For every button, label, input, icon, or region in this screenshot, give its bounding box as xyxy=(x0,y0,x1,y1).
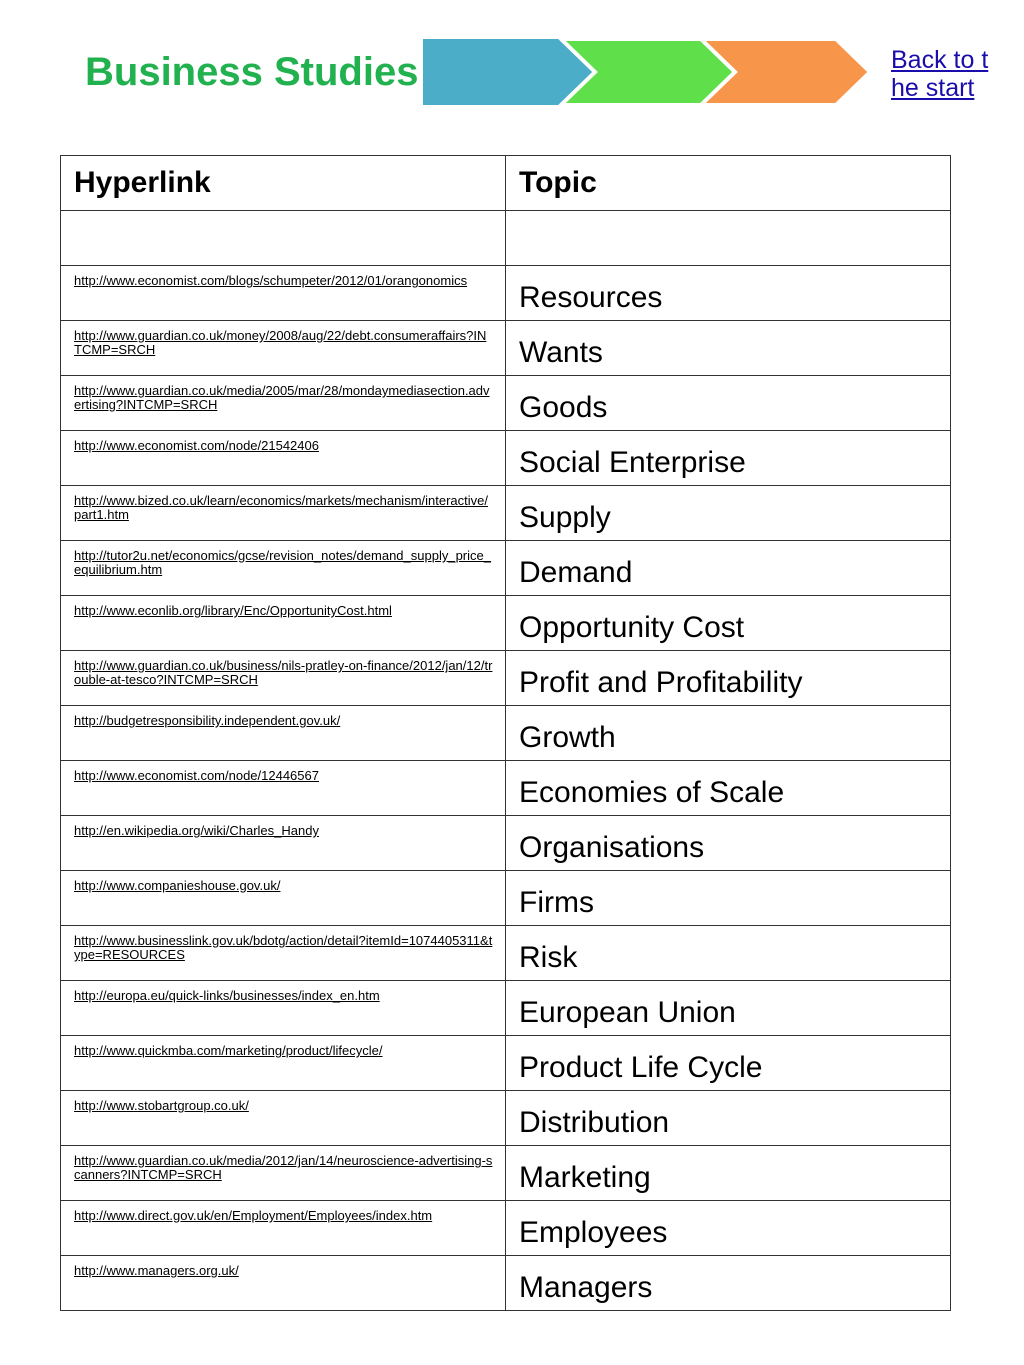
hyperlink[interactable]: http://www.quickmba.com/marketing/product/lifecycle/ xyxy=(74,1043,383,1058)
table-row xyxy=(61,266,951,321)
hyperlink-cell xyxy=(61,211,506,266)
hyperlink[interactable]: http://www.econlib.org/library/Enc/OpportunityCost.html xyxy=(74,603,392,618)
hyperlink[interactable]: http://www.direct.gov.uk/en/Employment/Employees/index.htm xyxy=(74,1208,433,1223)
table-row xyxy=(61,596,951,651)
hyperlink-cell xyxy=(61,1201,506,1256)
hyperlink-table xyxy=(60,155,951,1311)
hyperlink-cell xyxy=(61,1256,506,1311)
hyperlink-cell xyxy=(61,981,506,1036)
topic-label: Profit and Profitability xyxy=(519,666,803,699)
hyperlink[interactable]: http://www.stobartgroup.co.uk/ xyxy=(74,1098,249,1113)
topic-cell xyxy=(506,266,951,321)
hyperlink[interactable]: http://www.guardian.co.uk/media/2012/jan/14/neuroscience-advertising-scanners?INTCMP=SRCH xyxy=(74,1153,493,1182)
hyperlink-cell xyxy=(61,871,506,926)
topic-label xyxy=(519,233,950,243)
topic-label: Opportunity Cost xyxy=(519,611,745,644)
hyperlink-cell xyxy=(61,376,506,431)
hyperlink[interactable]: http://www.managers.org.uk/ xyxy=(74,1263,239,1278)
hyperlink-cell xyxy=(61,706,506,761)
topic-label: Growth xyxy=(519,721,616,754)
hyperlink[interactable]: http://en.wikipedia.org/wiki/Charles_Handy xyxy=(74,823,319,838)
hyperlink[interactable]: http://www.guardian.co.uk/business/nils-pratley-on-finance/2012/jan/12/trouble-at-tesco?INTCMP=SRCH xyxy=(74,658,493,687)
topic-label: Economies of Scale xyxy=(519,776,785,809)
topic-label: Distribution xyxy=(519,1106,670,1139)
hyperlink[interactable]: http://www.bized.co.uk/learn/economics/markets/mechanism/interactive/part1.htm xyxy=(74,493,489,522)
hyperlink[interactable]: http://www.guardian.co.uk/money/2008/aug/22/debt.consumeraffairs?INTCMP=SRCH xyxy=(74,328,487,357)
hyperlink-cell xyxy=(61,596,506,651)
topic-label: Employees xyxy=(519,1216,668,1249)
topic-cell xyxy=(506,486,951,541)
topic-cell xyxy=(506,321,951,376)
hyperlink[interactable]: http://www.companieshouse.gov.uk/ xyxy=(74,878,281,893)
hyperlink-cell xyxy=(61,266,506,321)
table-row xyxy=(61,706,951,761)
topic-cell xyxy=(506,926,951,981)
table-row xyxy=(61,1091,951,1146)
topic-label: Organisations xyxy=(519,831,705,864)
table-row xyxy=(61,651,951,706)
table-header-row xyxy=(61,156,951,211)
table-row xyxy=(61,431,951,486)
hyperlink-cell xyxy=(61,926,506,981)
hyperlink[interactable]: http://www.guardian.co.uk/media/2005/mar/28/mondaymediasection.advertising?INTCMP=SRCH xyxy=(74,383,490,412)
hyperlink-cell xyxy=(61,1091,506,1146)
table-row xyxy=(61,486,951,541)
hyperlink-cell xyxy=(61,431,506,486)
column-header-topic: Topic xyxy=(506,156,951,211)
hyperlink-cell xyxy=(61,651,506,706)
topic-cell xyxy=(506,651,951,706)
topic-cell xyxy=(506,871,951,926)
topic-cell xyxy=(506,1036,951,1091)
hyperlink[interactable]: http://www.economist.com/node/12446567 xyxy=(74,768,319,783)
hyperlink[interactable]: http://europa.eu/quick-links/businesses/index_en.htm xyxy=(74,988,380,1003)
topic-label: Risk xyxy=(519,941,578,974)
chevron-arrows xyxy=(423,39,873,107)
table-row xyxy=(61,1201,951,1256)
topic-cell xyxy=(506,1256,951,1311)
hyperlink[interactable]: http://tutor2u.net/economics/gcse/revision_notes/demand_supply_price_equilibrium.htm xyxy=(74,548,491,577)
topic-label: European Union xyxy=(519,996,736,1029)
topic-label: Marketing xyxy=(519,1161,651,1194)
hyperlink[interactable]: http://www.businesslink.gov.uk/bdotg/action/detail?itemId=1074405311&type=RESOURCES xyxy=(74,933,493,962)
table-row xyxy=(61,926,951,981)
table-row xyxy=(61,211,951,266)
topic-label: Resources xyxy=(519,281,663,314)
topic-label: Supply xyxy=(519,501,611,534)
topic-label: Product Life Cycle xyxy=(519,1051,763,1084)
column-header-hyperlink: Hyperlink xyxy=(61,156,506,211)
topic-cell xyxy=(506,596,951,651)
hyperlink[interactable]: http://budgetresponsibility.independent.gov.uk/ xyxy=(74,713,341,728)
topic-cell xyxy=(506,706,951,761)
topic-cell xyxy=(506,211,951,266)
table-row xyxy=(61,871,951,926)
table-row xyxy=(61,1256,951,1311)
topic-label: Demand xyxy=(519,556,633,589)
hyperlink-cell xyxy=(61,321,506,376)
topic-label: Firms xyxy=(519,886,594,919)
hyperlink-cell xyxy=(61,761,506,816)
table-row xyxy=(61,816,951,871)
table-row xyxy=(61,761,951,816)
topic-label: Goods xyxy=(519,391,608,424)
topic-cell xyxy=(506,1091,951,1146)
table-row xyxy=(61,541,951,596)
hyperlink-cell xyxy=(61,1036,506,1091)
hyperlink[interactable]: http://www.economist.com/node/21542406 xyxy=(74,438,319,453)
topic-cell xyxy=(506,376,951,431)
topic-cell xyxy=(506,1201,951,1256)
hyperlink-cell xyxy=(61,541,506,596)
topic-cell xyxy=(506,431,951,486)
hyperlink-cell xyxy=(61,486,506,541)
table-row xyxy=(61,321,951,376)
hyperlink-cell xyxy=(61,1146,506,1201)
table-row xyxy=(61,376,951,431)
hyperlink[interactable]: http://www.economist.com/blogs/schumpeter/2012/01/orangonomics xyxy=(74,273,468,288)
topic-label: Wants xyxy=(519,336,603,369)
hyperlink-cell xyxy=(61,816,506,871)
topic-cell xyxy=(506,761,951,816)
page-title: Business Studies xyxy=(85,50,419,94)
table-row xyxy=(61,981,951,1036)
topic-cell xyxy=(506,981,951,1036)
table-row xyxy=(61,1146,951,1201)
table-row xyxy=(61,1036,951,1091)
topic-cell xyxy=(506,816,951,871)
topic-label: Social Enterprise xyxy=(519,446,746,479)
topic-cell xyxy=(506,1146,951,1201)
back-to-start-link[interactable]: Back to the start xyxy=(891,46,989,102)
topic-label: Managers xyxy=(519,1271,653,1304)
topic-cell xyxy=(506,541,951,596)
